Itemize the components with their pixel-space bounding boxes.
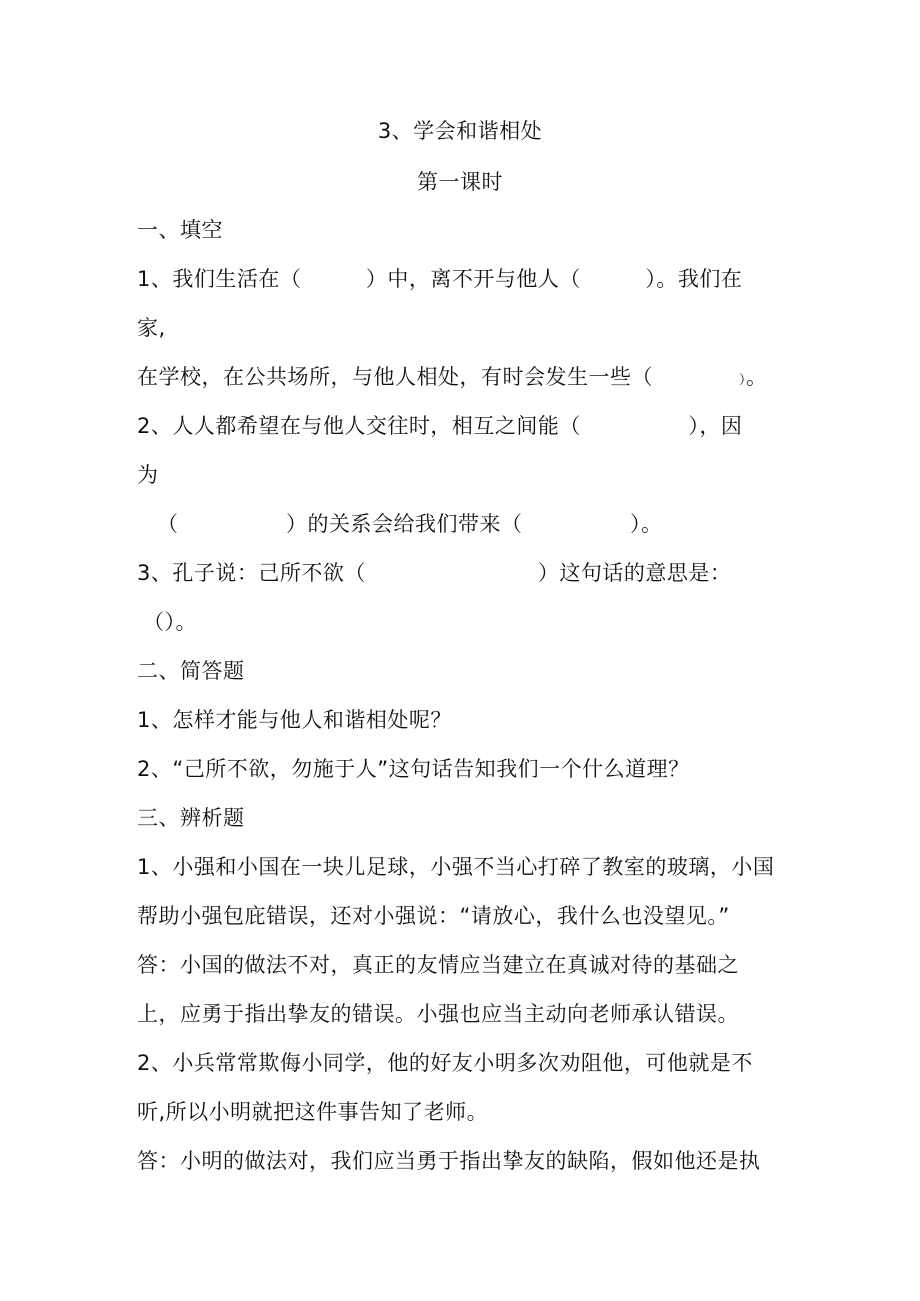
section-heading-discussion: 三、辨析题 [137,806,245,830]
fill-question-2-line-2: 为 [137,463,159,487]
discussion-question-2-line-1: 2、小兵常常欺侮小同学，他的好友小明多次劝阻他，可他就是不 [137,1051,753,1075]
short-answer-question-1: 1、怎样才能与他人和谐相处呢？ [137,708,452,732]
fill-question-2-line-1: 2、人人都希望在与他人交往时，相互之间能（ ），因 [137,414,743,438]
discussion-answer-1-line-2: 上，应勇于指出挚友的错误。小强也应当主动向老师承认错误。 [137,1002,739,1026]
section-heading-short-answer: 二、简答题 [137,659,245,683]
fill-question-1-line-1: 1、我们生活在（ ）中，离不开与他人（ ）。我们在 [137,267,743,291]
period: 。 [746,365,768,389]
discussion-answer-2-line-1: 答：小明的做法对，我们应当勇于指出挚友的缺陷，假如他还是执 [137,1149,761,1173]
fill-question-2-line-3: （ ）的关系会给我们带来（ ）。 [157,512,663,536]
discussion-question-1-line-1: 1、小强和小国在一块儿足球，小强不当心打碎了教室的玻璃，小国 [137,855,775,879]
fill-question-1-line-2: 家, [137,316,166,340]
discussion-answer-1-line-1: 答：小国的做法不对，真正的友情应当建立在真诚对待的基础之 [137,953,739,977]
small-parenthesis: ） [739,373,747,388]
lesson-subtitle: 第一课时 [417,170,503,194]
fill-question-1-line-3-text: 在学校，在公共场所，与他人相处，有时会发生一些（ [137,365,739,389]
section-heading-fill-blank: 一、填空 [137,218,223,242]
fill-question-3-line-2: （）。 [143,610,197,634]
document-title: 3、学会和谐相处 [377,119,543,143]
discussion-question-1-line-2: 帮助小强包庇错误，还对小强说：“请放心，我什么也没望见。” [137,904,730,928]
short-answer-question-2: 2、“己所不欲，勿施于人”这句话告知我们一个什么道理？ [137,757,690,781]
discussion-question-2-line-2: 听,所以小明就把这件事告知了老师。 [137,1100,489,1124]
fill-question-1-line-3 [137,364,768,394]
fill-question-3-line-1: 3、孔子说：己所不欲（ ）这句话的意思是： [137,561,732,585]
